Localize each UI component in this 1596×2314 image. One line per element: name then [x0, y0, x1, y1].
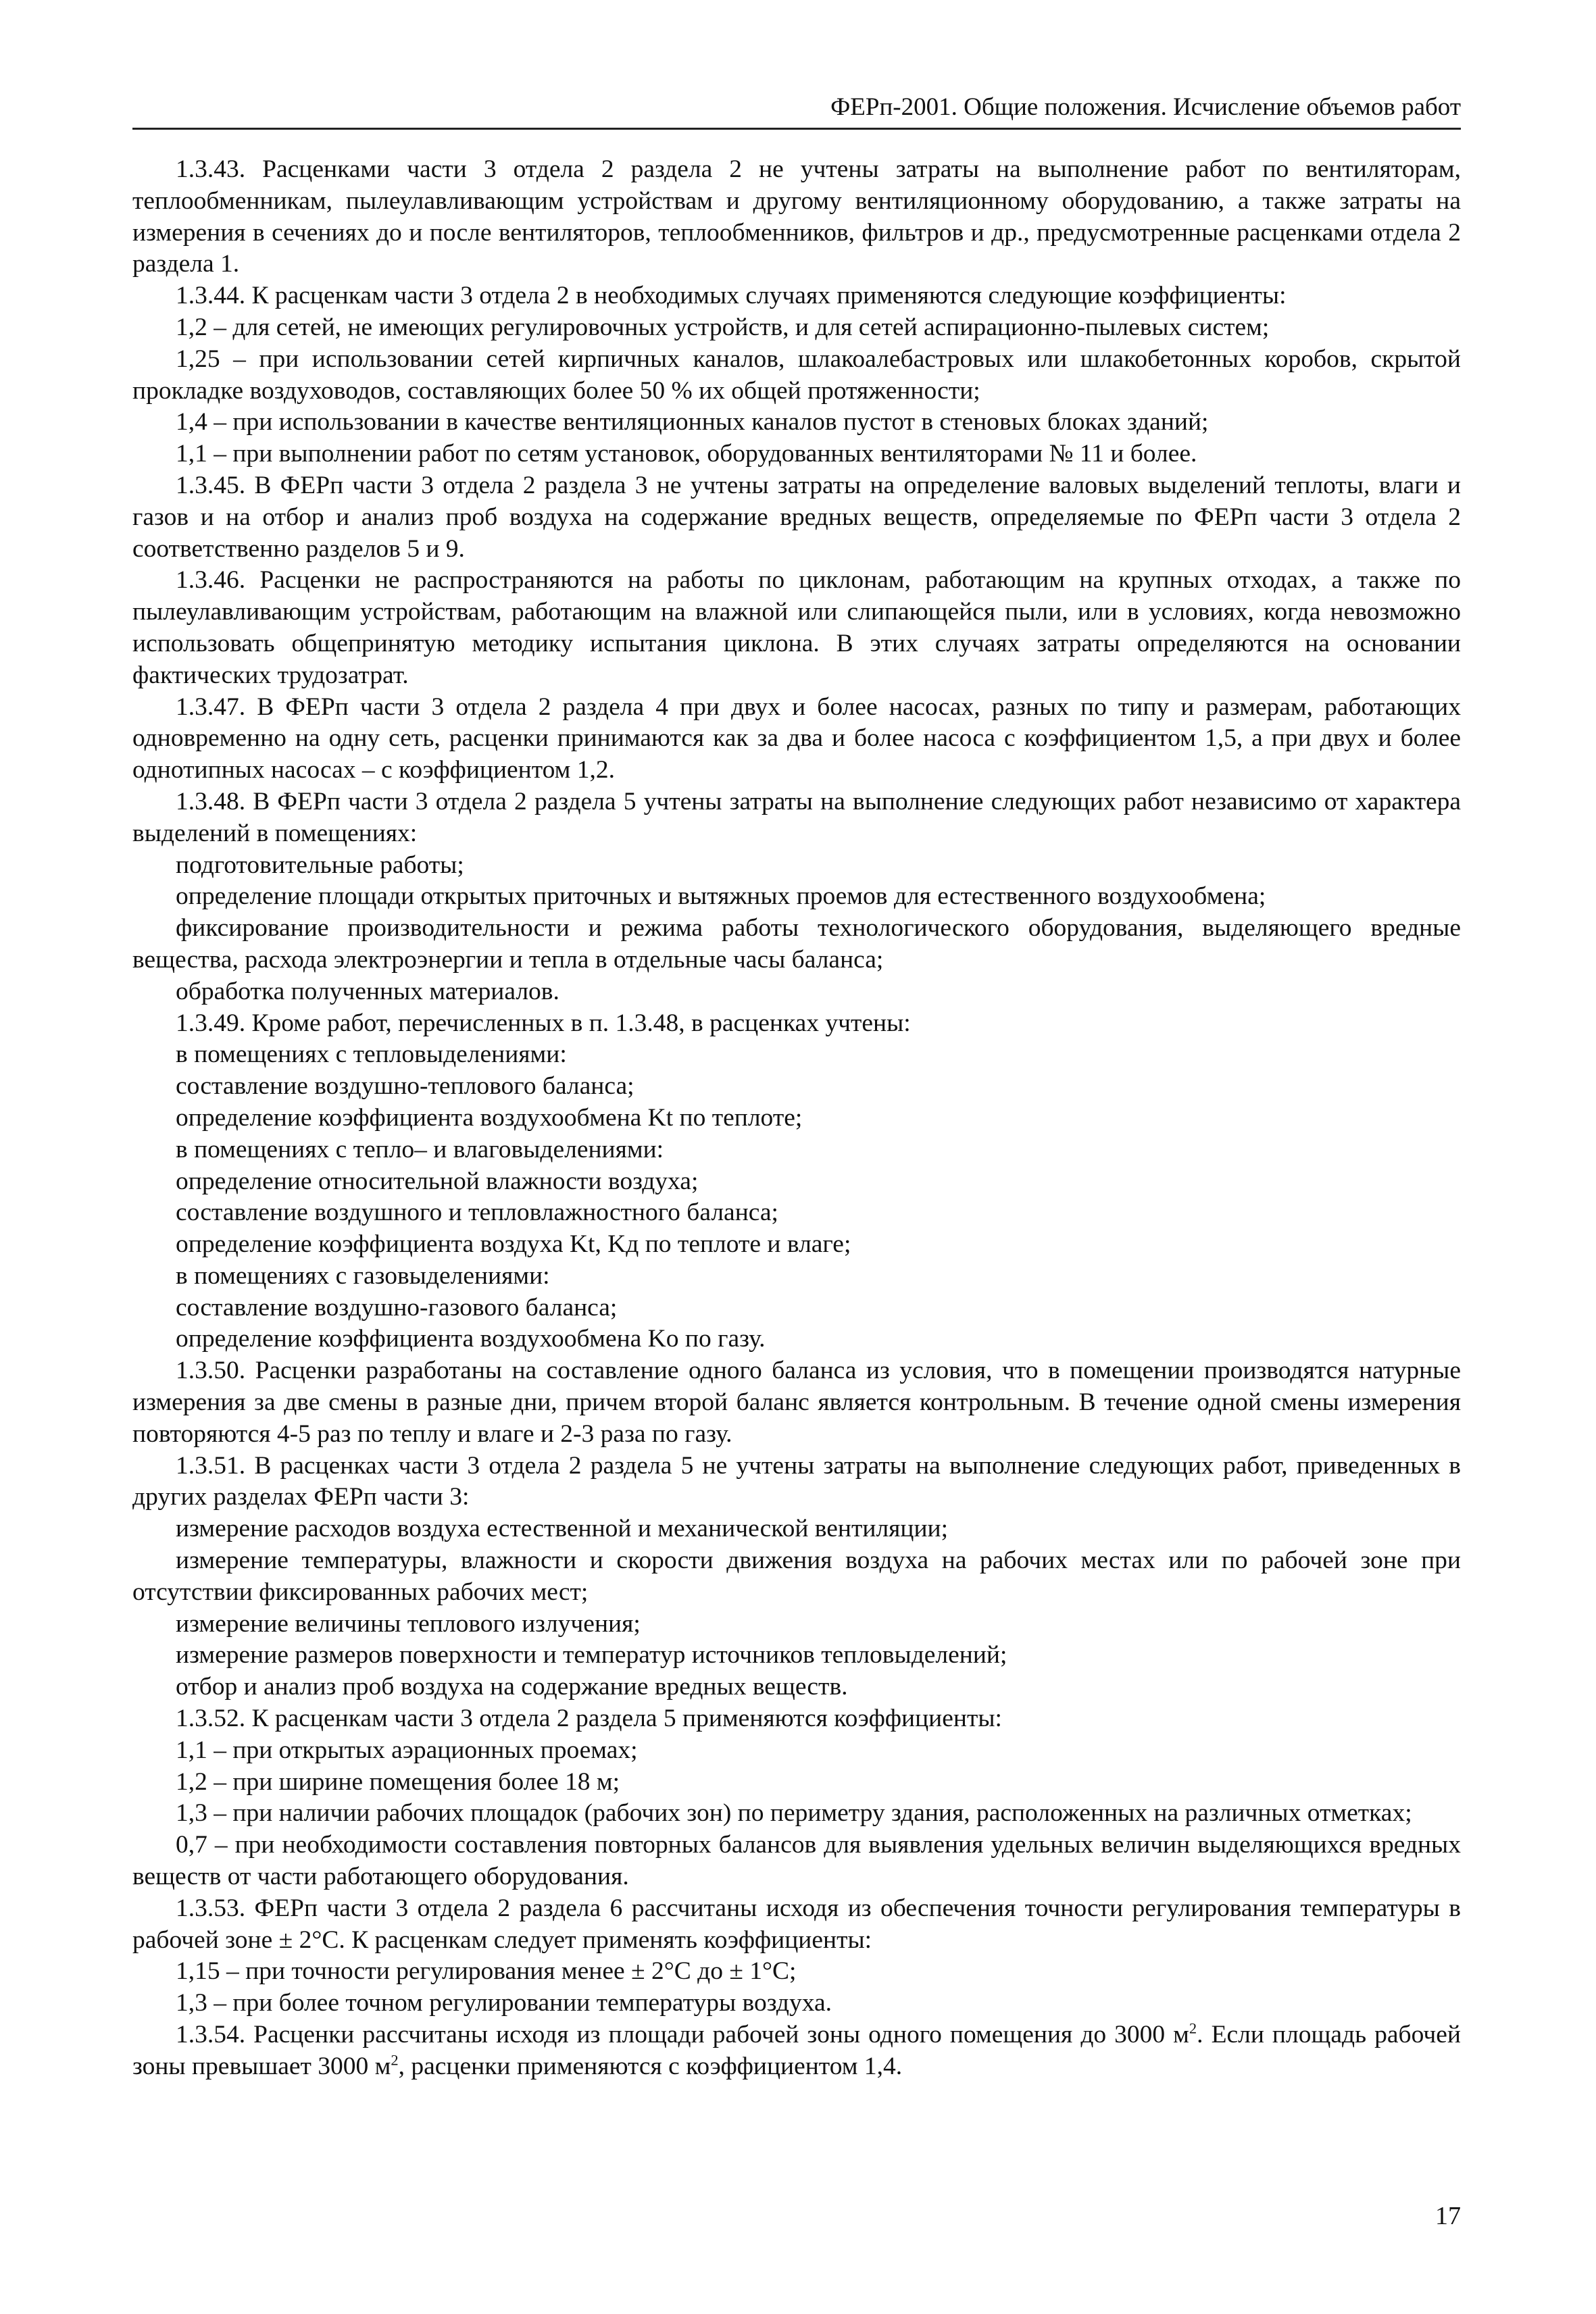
superscript: 2 — [1189, 2019, 1197, 2037]
paragraph: измерение величины теплового излучения; — [176, 1609, 641, 1638]
paragraph: подготовительные работы; — [176, 851, 464, 879]
paragraph: в помещениях с газовыделениями: — [176, 1261, 550, 1290]
paragraph: составление воздушно-газового баланса; — [176, 1293, 618, 1322]
paragraph: 1.3.47. В ФЕРп части 3 отдела 2 раздела 4 при двух и более насосах, разных по типу и размерам, работающих одновременно на одну сеть, расценки принимаются как за два и более насоса с коэффициентом 1,5, а при двух и более однотипных насосах – с коэффициентом 1,2. — [132, 693, 1461, 784]
paragraph: 1.3.50. Расценки разработаны на составление одного баланса из условия, что в помещении производятся натурные измерения за две смены в разные дни, причем второй баланс является контрольным. В течение одной смены измерения повторяются 4-5 раз по теплу и влаге и 2-3 раза по газу. — [132, 1357, 1461, 1448]
paragraph: 1.3.43. Расценками части 3 отдела 2 раздела 2 не учтены затраты на выполнение работ по вентиляторам, теплообменникам, пылеулавливающим устройствам и другому вентиляционному оборудованию, а также затраты на измерения в сечениях до и после вентиляторов, теплообменников, фильтров и др., предусмотренные расценками отдела 2 раздела 1. — [132, 155, 1461, 278]
paragraph: определение коэффициента воздуха Kt, Kд по теплоте и влаге; — [176, 1230, 851, 1259]
paragraph: 1.3.53. ФЕРп части 3 отдела 2 раздела 6 рассчитаны исходя из обеспечения точности регулирования температуры в рабочей зоне ± 2°С. К расценкам следует применять коэффициенты: — [132, 1894, 1461, 1954]
text-run: . Если площадь рабочей зоны превышает 3000 м — [132, 2021, 1461, 2080]
paragraph: в помещениях с тепло– и влаговыделениями: — [176, 1135, 664, 1163]
running-header: ФЕРп-2001. Общие положения. Исчисление объемов работ — [132, 95, 1461, 130]
paragraph: определение коэффициента воздухообмена Kt по теплоте; — [176, 1103, 803, 1132]
paragraph: обработка полученных материалов. — [176, 977, 559, 1005]
paragraph: в помещениях с тепловыделениями: — [176, 1040, 567, 1069]
paragraph: 1.3.51. В расценках части 3 отдела 2 раздела 5 не учтены затраты на выполнение следующих работ, приведенных в других разделах ФЕРп части 3: — [132, 1451, 1461, 1511]
document-body — [132, 154, 1461, 2083]
paragraph: определение площади открытых приточных и вытяжных проемов для естественного воздухообмена; — [176, 882, 1266, 911]
paragraph: 1,15 – при точности регулирования менее ± 2°С до ± 1°С; — [176, 1957, 797, 1986]
paragraph: 1,3 – при более точном регулировании температуры воздуха. — [176, 1989, 832, 2017]
paragraph: 1,3 – при наличии рабочих площадок (рабочих зон) по периметру здания, расположенных на различных отметках; — [176, 1799, 1412, 1828]
paragraph: 1.3.48. В ФЕРп части 3 отдела 2 раздела 5 учтены затраты на выполнение следующих работ независимо от характера выделений в помещениях: — [132, 787, 1461, 847]
paragraph: отбор и анализ проб воздуха на содержание вредных веществ. — [176, 1673, 848, 1701]
text-run: , расценки применяются с коэффициентом 1,4. — [398, 2052, 903, 2080]
paragraph: 1,4 – при использовании в качестве вентиляционных каналов пустот в стеновых блоках зданий; — [176, 408, 1209, 436]
paragraph: определение относительной влажности воздуха; — [176, 1167, 699, 1195]
paragraph: измерение температуры, влажности и скорости движения воздуха на рабочих местах или по рабочей зоне при отсутствии фиксированных рабочих мест; — [132, 1546, 1461, 1606]
paragraph: 1,1 – при открытых аэрационных проемах; — [176, 1736, 638, 1764]
paragraph: фиксирование производительности и режима работы технологического оборудования, выделяющего вредные вещества, расхода электроэнергии и тепла в отдельные часы баланса; — [132, 914, 1461, 974]
paragraph: составление воздушного и тепловлажностного баланса; — [176, 1199, 778, 1227]
superscript: 2 — [391, 2051, 399, 2069]
paragraph: 0,7 – при необходимости составления повторных балансов для выявления удельных величин выделяющихся вредных веществ от части работающего оборудования. — [132, 1831, 1461, 1891]
text-run: 1.3.54. Расценки рассчитаны исходя из площади рабочей зоны одного помещения до 3000 м — [176, 2021, 1189, 2049]
paragraph: 1,2 – при ширине помещения более 18 м; — [176, 1767, 620, 1796]
paragraph: 1.3.52. К расценкам части 3 отдела 2 раздела 5 применяются коэффициенты: — [176, 1705, 1002, 1733]
paragraph: определение коэффициента воздухообмена Ko по газу. — [176, 1325, 766, 1353]
page-number: 17 — [1435, 2202, 1461, 2230]
paragraph: 1,2 – для сетей, не имеющих регулировочных устройств, и для сетей аспирационно-пылевых систем; — [176, 313, 1270, 341]
paragraph: 1.3.49. Кроме работ, перечисленных в п. 1.3.48, в расценках учтены: — [176, 1009, 911, 1037]
paragraph-1-3-54 — [132, 2019, 1461, 2083]
paragraph: измерение расходов воздуха естественной и механической вентиляции; — [176, 1515, 949, 1543]
paragraph-list — [132, 154, 1461, 2019]
paragraph: 1,25 – при использовании сетей кирпичных каналов, шлакоалебастровых или шлакобетонных коробов, скрытой прокладке воздуховодов, составляющих более 50 % их общей протяженности; — [132, 345, 1461, 405]
paragraph: 1,1 – при выполнении работ по сетям установок, оборудованных вентиляторами № 11 и более. — [176, 440, 1197, 468]
paragraph: 1.3.46. Расценки не распространяются на работы по циклонам, работающим на крупных отходах, а также по пылеулавливающим устройствам, работающим на влажной или слипающейся пыли, или в условиях, когда невозможно использовать общепринятую методику испытания циклона. В этих случаях затраты определяются на основании фактических трудозатрат. — [132, 566, 1461, 689]
paragraph: составление воздушно-теплового баланса; — [176, 1072, 634, 1101]
paragraph: измерение размеров поверхности и температур источников тепловыделений; — [176, 1641, 1007, 1669]
paragraph: 1.3.45. В ФЕРп части 3 отдела 2 раздела 3 не учтены затраты на определение валовых выделений теплоты, влаги и газов и на отбор и анализ проб воздуха на содержание вредных веществ, определяемые по ФЕРп части 3 отдела 2 соответственно разделов 5 и 9. — [132, 471, 1461, 563]
paragraph: 1.3.44. К расценкам части 3 отдела 2 в необходимых случаях применяются следующие коэффициенты: — [176, 282, 1287, 310]
